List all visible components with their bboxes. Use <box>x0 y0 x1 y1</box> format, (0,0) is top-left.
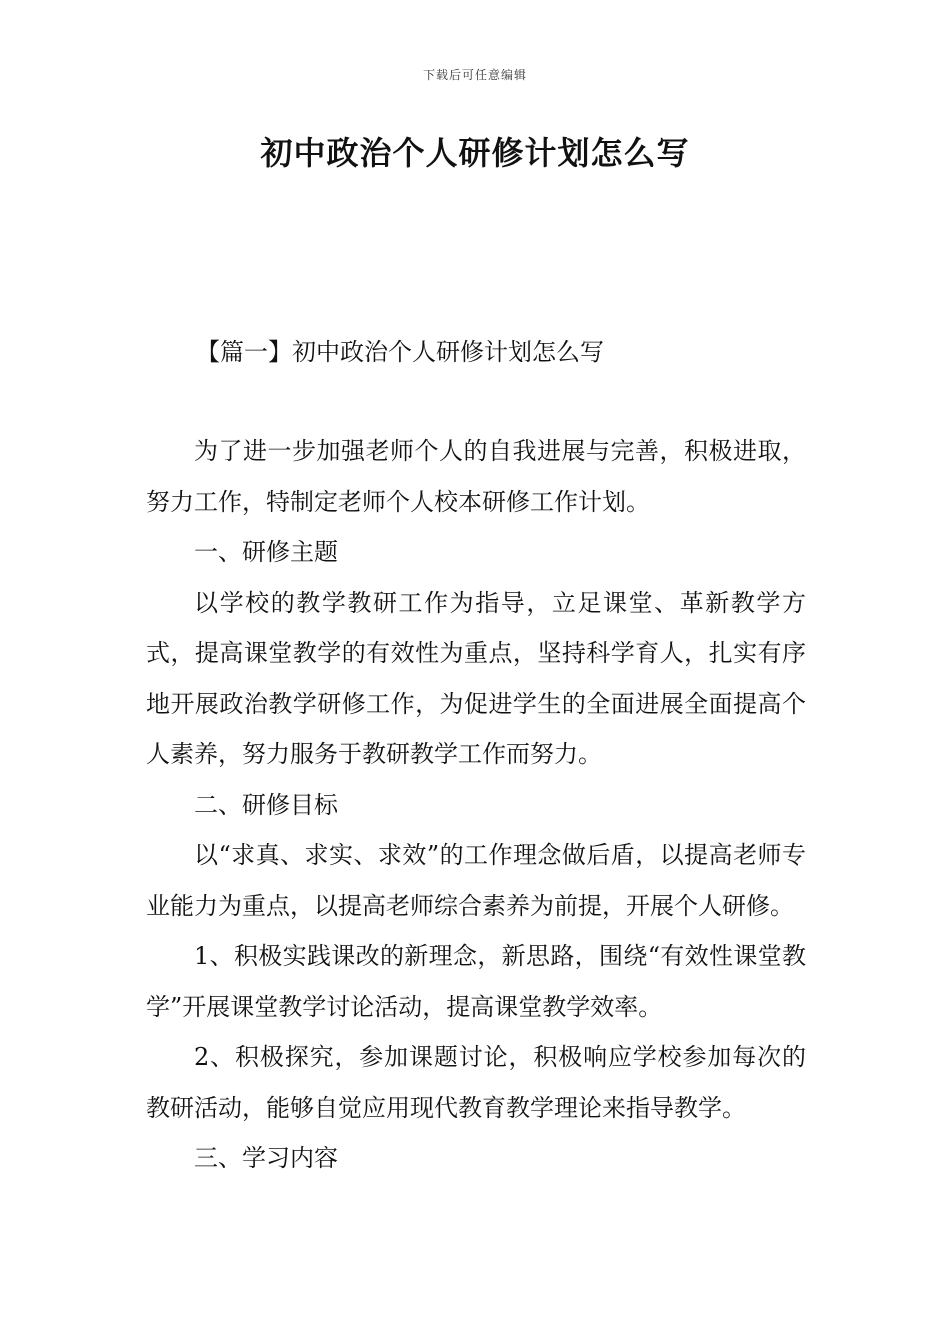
paragraph-research-goals: 以“求真、求实、求效”的工作理念做后盾，以提高老师专业能力为重点，以提高老师综合素养为前提，开展个人研修。 <box>146 841 806 920</box>
paragraph-goal-1: 1、积极实践课改的新理念，新思路，围绕“有效性课堂教学”开展课堂教学讨论活动，提高课堂教学效率。 <box>146 942 806 1021</box>
paragraph-goal-2: 2、积极探究，参加课题讨论，积极响应学校参加每次的教研活动，能够自觉应用现代教育教学理论来指导教学。 <box>146 1043 806 1122</box>
paragraph-intro: 为了进一步加强老师个人的自我进展与完善，积极进取，努力工作，特制定老师个人校本研修工作计划。 <box>146 437 806 516</box>
body-text <box>146 426 806 1184</box>
section-heading: 【篇一】初中政治个人研修计划怎么写 <box>196 338 604 366</box>
header-note: 下载后可任意编辑 <box>422 68 527 82</box>
heading-research-goals: 二、研修目标 <box>194 790 338 819</box>
paragraph-research-theme: 以学校的教学教研工作为指导，立足课堂、革新教学方式，提高课堂教学的有效性为重点，坚持科学育人，扎实有序地开展政治教学研修工作，为促进学生的全面进展全面提高个人素养，努力服务于教研教学工作而努力。 <box>146 588 806 768</box>
heading-research-theme: 一、研修主题 <box>194 538 338 566</box>
heading-learning-content: 三、学习内容 <box>194 1144 338 1172</box>
document-title: 初中政治个人研修计划怎么写 <box>260 134 690 172</box>
